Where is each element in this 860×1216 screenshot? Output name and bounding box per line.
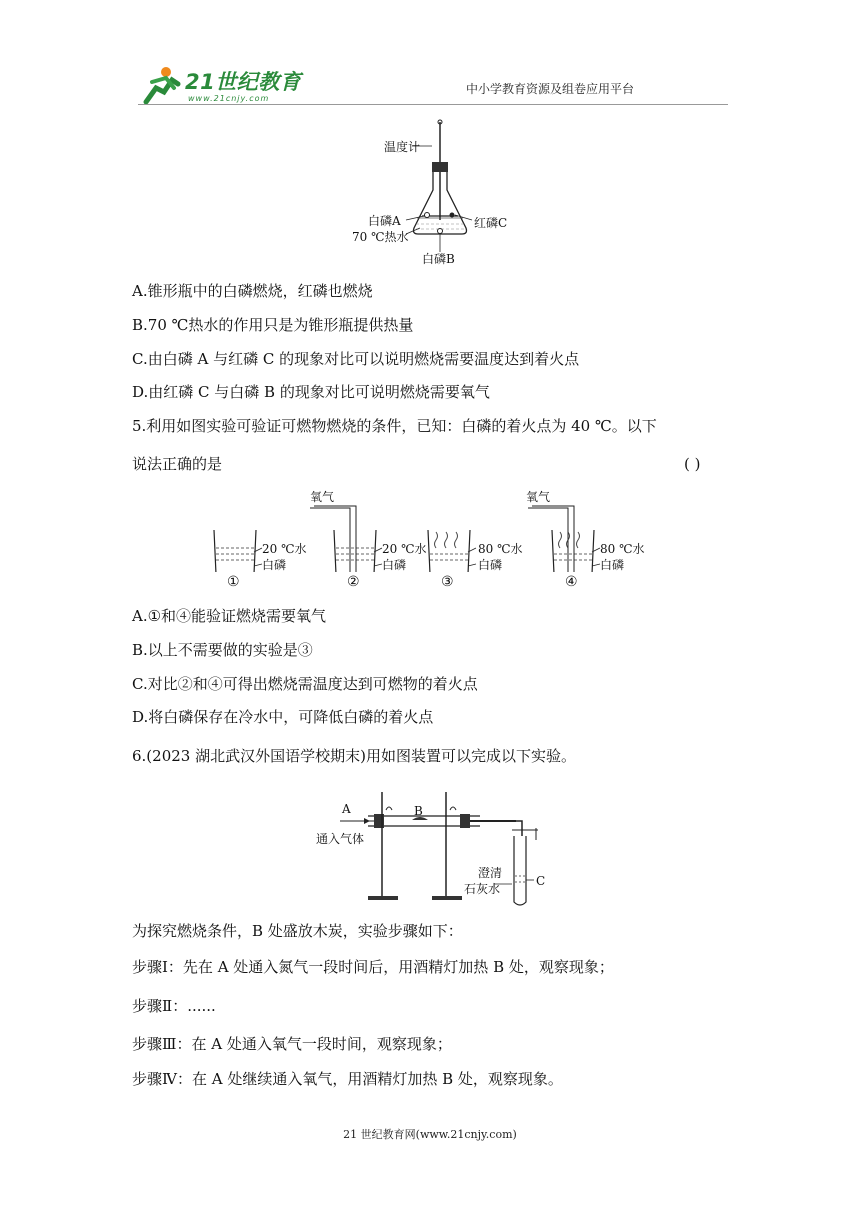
runner-logo-icon: [138, 62, 184, 108]
beaker-number-3: ③: [441, 574, 454, 590]
q5-stem-line2: 说法正确的是: [132, 455, 223, 473]
q6-step-4: 步骤Ⅳ：在 A 处继续通入氧气，用酒精灯加热 B 处，观察现象。: [132, 1070, 563, 1088]
apparatus-figure: [316, 780, 556, 912]
logo-url: www.21cnjy.com: [188, 94, 270, 103]
red-phosphorus-c-label: 红磷C: [474, 216, 508, 230]
inlet-a-label: A: [342, 802, 351, 816]
thermometer-label: 温度计: [384, 140, 421, 154]
platform-title: 中小学教育资源及组卷应用平台: [466, 82, 635, 96]
water-20-label-1: 20 ℃水: [262, 542, 307, 556]
beaker-number-2: ②: [347, 574, 360, 590]
q6-step-3: 步骤Ⅲ：在 A 处通入氧气一段时间，观察现象；: [132, 1035, 452, 1053]
q5-option-c: C.对比②和④可得出燃烧需温度达到可燃物的着火点: [132, 675, 478, 693]
q6-step-1: 步骤Ⅰ：先在 A 处通入氮气一段时间后，用酒精灯加热 B 处，观察现象；: [132, 958, 614, 976]
white-phosphorus-b-label: 白磷B: [422, 252, 455, 266]
q5-stem-line1: 5.利用如图实验可验证可燃物燃烧的条件，已知：白磷的着火点为 40 ℃。以下: [132, 417, 657, 435]
q5-option-a: A.①和④能验证燃烧需要氧气: [132, 607, 327, 625]
q6-stem: 6.(2023 湖北武汉外国语学校期末)用如图装置可以完成以下实验。: [132, 747, 576, 765]
q6-step-2: 步骤Ⅱ：......: [132, 997, 216, 1015]
limewater-label-1: 澄清: [478, 866, 503, 880]
gas-inlet-label: 通入气体: [316, 832, 365, 846]
q4-option-c: C.由白磷 A 与红磷 C 的现象对比可以说明燃烧需要温度达到着火点: [132, 350, 580, 368]
oxygen-label-2: 氧气: [310, 490, 335, 504]
limewater-label-2: 石灰水: [464, 882, 501, 896]
oxygen-label-4: 氧气: [526, 490, 551, 504]
white-phosphorus-a-label: 白磷A: [368, 214, 401, 228]
q4-option-d: D.由红磷 C 与白磷 B 的现象对比可说明燃烧需要氧气: [132, 383, 490, 401]
q5-option-d: D.将白磷保存在冷水中，可降低白磷的着火点: [132, 708, 434, 726]
flask-figure: [352, 116, 530, 270]
beakers-figure: [210, 488, 660, 572]
white-p-label-3: 白磷: [478, 558, 503, 572]
q5-option-b: B.以上不需要做的实验是③: [132, 641, 313, 659]
logo: [138, 62, 308, 108]
beaker-number-1: ①: [227, 574, 240, 590]
header-divider: [138, 104, 728, 105]
q6-intro: 为探究燃烧条件，B 处盛放木炭，实验步骤如下：: [132, 922, 463, 940]
q5-answer-paren: ( ): [684, 455, 701, 473]
water-80-label-3: 80 ℃水: [478, 542, 523, 556]
logo-text: 21世纪教育: [185, 70, 302, 94]
position-b-label: B: [414, 804, 423, 818]
white-p-label-4: 白磷: [600, 558, 625, 572]
beaker-number-4: ④: [565, 574, 578, 590]
page-footer: 21 世纪教育网(www.21cnjy.com): [343, 1128, 517, 1141]
white-p-label-1: 白磷: [262, 558, 287, 572]
water-20-label-2: 20 ℃水: [382, 542, 427, 556]
q4-option-a: A.锥形瓶中的白磷燃烧，红磷也燃烧: [132, 282, 373, 300]
q4-option-b: B.70 ℃热水的作用只是为锥形瓶提供热量: [132, 316, 414, 334]
white-p-label-2: 白磷: [382, 558, 407, 572]
tube-c-label: C: [536, 874, 546, 888]
water-80-label-4: 80 ℃水: [600, 542, 645, 556]
hot-water-label: 70 ℃热水: [352, 230, 409, 244]
